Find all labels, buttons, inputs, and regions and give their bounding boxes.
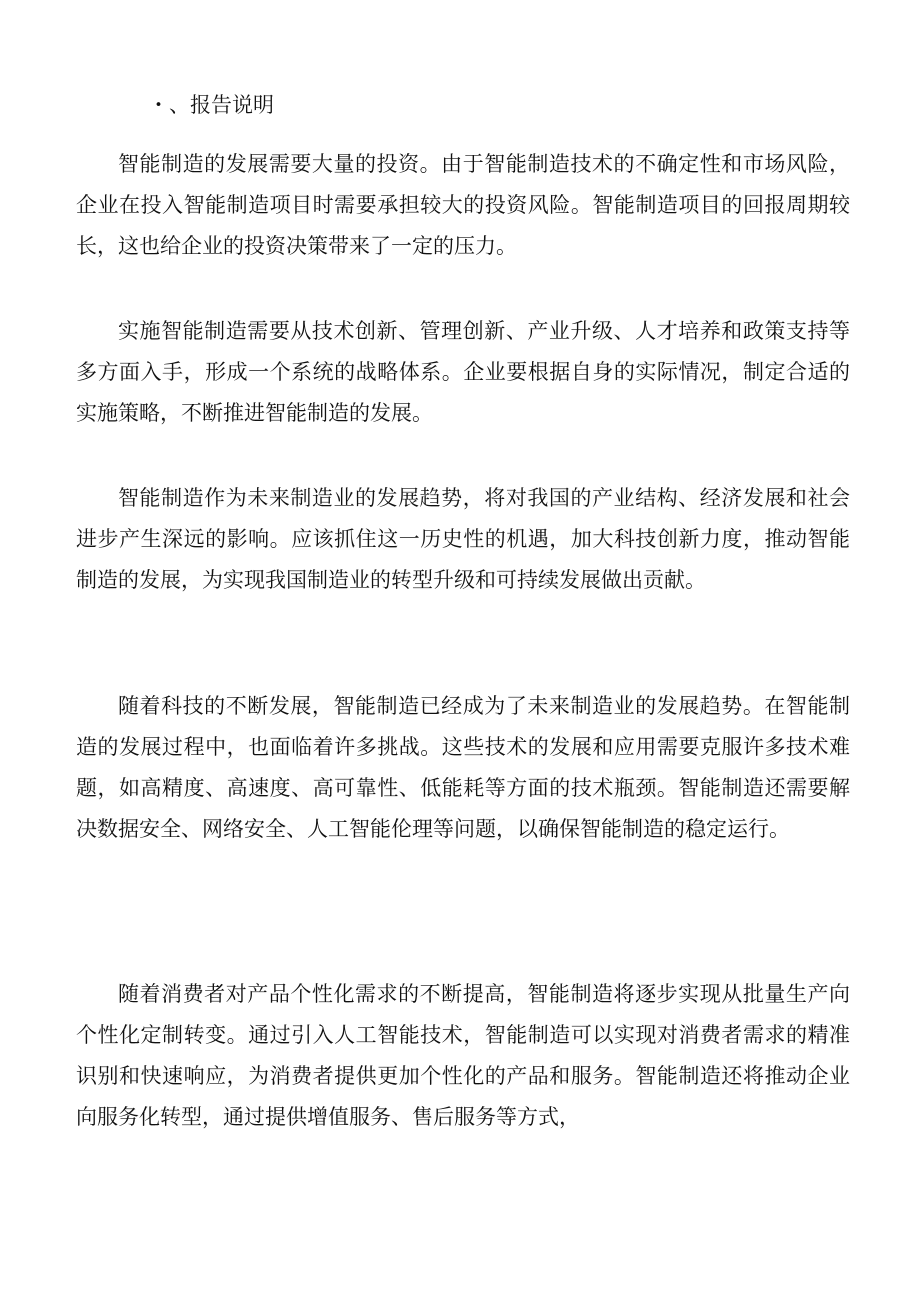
paragraph-investment: 智能制造的发展需要大量的投资。由于智能制造技术的不确定性和市场风险，企业在投入智能制造项目时需要承担较大的投资风险。智能制造项目的回报周期较长，这也给企业的投资决策带来了一定的压力。: [76, 152, 850, 258]
paragraph-strategy: 实施智能制造需要从技术创新、管理创新、产业升级、人才培养和政策支持等多方面入手，形成一个系统的战略体系。企业要根据自身的实际情况，制定合适的实施策略，不断推进智能制造的发展。: [76, 319, 850, 425]
section-heading: ・、报告说明: [148, 93, 274, 117]
paragraph-challenges: 随着科技的不断发展，智能制造已经成为了未来制造业的发展趋势。在智能制造的发展过程中，也面临着许多挑战。这些技术的发展和应用需要克服许多技术难题，如高精度、高速度、高可靠性、低能耗等方面的技术瓶颈。智能制造还需要解决数据安全、网络安全、人工智能伦理等问题，以确保智能制造的稳定运行。: [76, 694, 850, 841]
paragraph-personalization: 随着消费者对产品个性化需求的不断提高，智能制造将逐步实现从批量生产向个性化定制转变。通过引入人工智能技术，智能制造可以实现对消费者需求的精准识别和快速响应，为消费者提供更加个性化的产品和服务。智能制造还将推动企业向服务化转型，通过提供增值服务、售后服务等方式，: [76, 982, 850, 1129]
paragraph-trend: 智能制造作为未来制造业的发展趋势，将对我国的产业结构、经济发展和社会进步产生深远的影响。应该抓住这一历史性的机遇，加大科技创新力度，推动智能制造的发展，为实现我国制造业的转型升级和可持续发展做出贡献。: [76, 486, 850, 592]
